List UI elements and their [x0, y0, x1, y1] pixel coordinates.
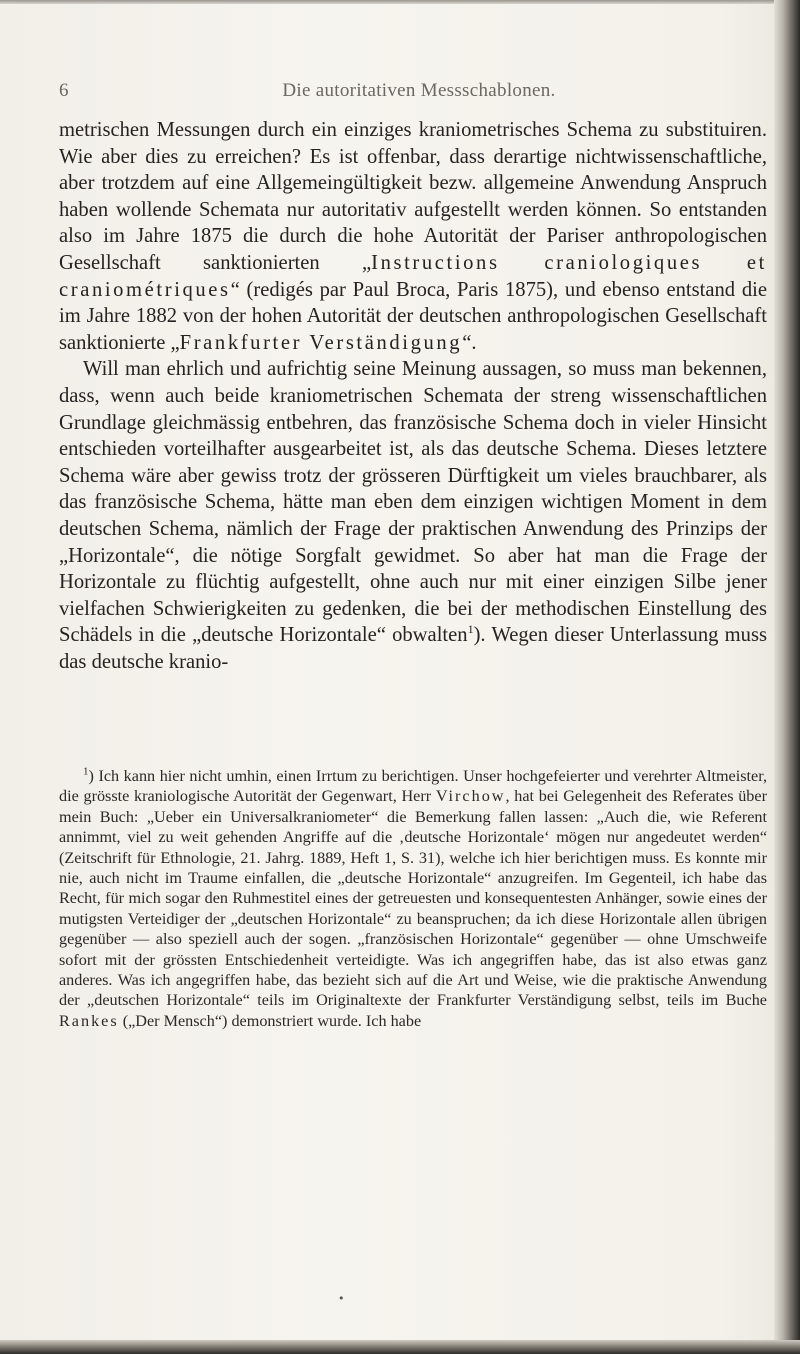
title-instructions-craniologiques: Instructions craniologiques et craniométriques — [59, 251, 767, 301]
footnote-text-2: , hat bei Gelegenheit des Referates über mein Buch: „Ueber ein Universalkraniometer“ die Bemerkung fallen lassen: „Auch die, wie Referent annimmt, viel zu weit gehenden Angriffe auf die ‚deutsche Horizontale‘ mögen nur angedeutet werden“ (Zeitschrift für Ethnologie, 21. Jahrg. 1889, Heft 1, S. 31), welche ich hier berichtigen muss. Es konnte mir nie, auch nicht im Traume einfallen, die „deutsche Horizontale“ anzugreifen. Im Gegenteil, ich habe das Recht, für mich sogar den Ruhmestitel eines der getreuesten und konsequentesten Anhänger, sowie eines der mutigsten Verteidiger der „deutschen Horizontale“ zu beanspruchen; da ich diese Horizontale allen übrigen gegenüber — also speziell auch der sogen. „französischen Horizontale“ gegenüber — ohne Umschweife sofort mit der grössten Entschiedenheit verteidigte. Was ich angegriffen habe, das ist also etwas ganz anderes. Was ich angegriffen habe, das bezieht sich auf die Art und Weise, wie die praktische Anwendung der „deutschen Horizontale“ teils im Originaltexte der Frankfurter Verständigung selbst, teils im Buche — [59, 787, 767, 1010]
ink-speck: • — [338, 1292, 345, 1305]
footnote-text-3: („Der Mensch“) demonstriert wurde. Ich habe — [118, 1011, 422, 1030]
paragraph-1-text-4: “. — [462, 331, 477, 354]
book-spine-shadow — [774, 0, 800, 1354]
title-frankfurter-verstaendigung: Frankfurter Verständigung — [179, 331, 463, 354]
page-number: 6 — [59, 80, 69, 101]
page-bottom-edge — [0, 1340, 800, 1354]
name-rankes: Rankes — [59, 1011, 119, 1030]
paragraph-1-text-3: , Paris 1875), und ebenso entstand die im Jahre 1882 von der hohen Autorität der deutschen anthropologischen Gesellschaft sanktionierte „ — [59, 278, 767, 354]
name-virchow: Virchow — [435, 787, 506, 806]
footnote-reference: 1 — [467, 622, 474, 637]
author-broca: Broca — [396, 278, 446, 301]
paragraph-1-text-2: “ (redigés par Paul — [230, 278, 396, 301]
page-header — [59, 80, 759, 108]
running-title: Die autoritativen Messschablonen. — [282, 80, 556, 101]
footnote-1 — [59, 766, 767, 1031]
paragraph-2-text-1: Will man ehrlich und aufrichtig seine Meinung aussagen, so muss man bekennen, dass, wenn auch beide kraniometrischen Schemata der streng wissenschaftlichen Grundlage gleichmässig entbehren, das französische Schema doch in vieler Hinsicht entschieden vorteilhafter ausgearbeitet ist, als das deutsche Schema. Dieses letztere Schema wäre aber gewiss trotz der grösseren Dürftigkeit um vieles brauchbarer, als das französische Schema, hätte man eben dem einzigen wichtigen Moment in dem deutschen Schema, nämlich der Frage der praktischen Anwendung des Prinzips der „Horizontale“, die nötige Sorgfalt gewidmet. So aber hat man die Frage der Horizontale zu flüchtig aufgestellt, ohne auch nur mit einer einzigen Silbe jener vielfachen Schwierigkeiten zu gedenken, die bei der methodischen Einstellung des Schädels in die „deutsche Horizontale“ obwalten — [59, 358, 767, 647]
footnote-text-1: ) Ich kann hier nicht umhin, einen Irrtum zu berichtigen. Unser hochgefeierter und verehrter Altmeister, die grösste kraniologische Autorität der Gegenwart, Herr — [59, 767, 767, 806]
footnote-section — [59, 766, 767, 1031]
main-text — [59, 117, 767, 675]
paragraph-2 — [59, 356, 767, 675]
paragraph-2-text-2: ). Wegen dieser Unterlassung muss das deutsche kranio- — [59, 624, 767, 673]
paragraph-1 — [59, 117, 767, 356]
page-top-edge — [0, 0, 800, 4]
footnote-marker: 1 — [83, 765, 89, 778]
paragraph-1-text-1: metrischen Messungen durch ein einziges kraniometrisches Schema zu substituiren. Wie aber dies zu erreichen? Es ist offenbar, dass derartige nichtwissenschaftliche, aber trotzdem auf eine Allgemeingültigkeit bezw. allgemeine Anwendung Anspruch haben wollende Schemata nur autoritativ aufgestellt werden können. So entstanden also im Jahre 1875 die durch die hohe Autorität der Pariser anthropologischen Gesellschaft sanktionierten „ — [59, 119, 767, 274]
